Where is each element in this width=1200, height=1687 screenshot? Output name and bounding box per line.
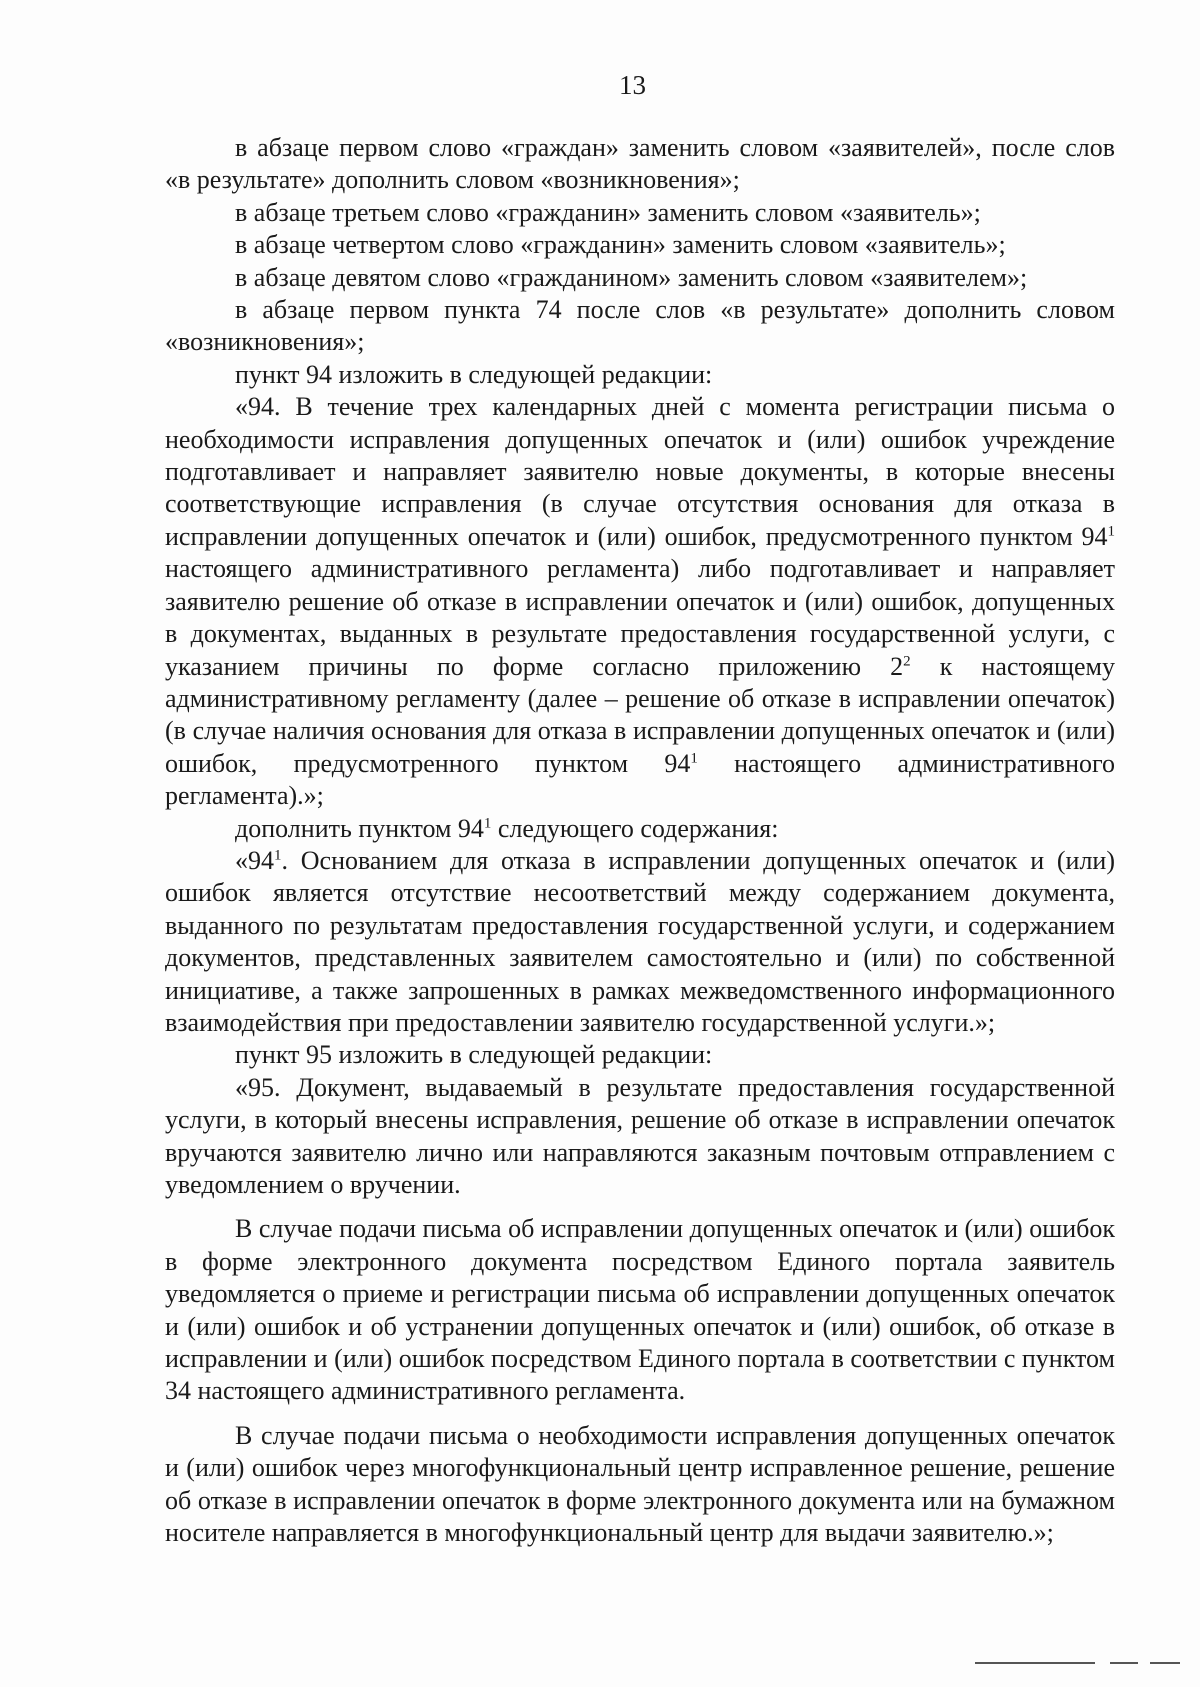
- paragraph-text: . Основанием для отказа в исправлении допущенных опечаток и (или) ошибок является отсутствие несоответствий между содержанием документа, выданного по результатам предоставления государственной услуги, и содержанием документов, представленных заявителем самостоятельно и (или) по собственной инициативе, а также запрошенных в рамках межведомственного информационного взаимодействия при предоставлении заявителю государственной услуги.»;: [165, 845, 1115, 1037]
- paragraph-text: к настоящему административному регламенту (далее – решение об отказе в исправлении опечаток) (в случае наличия основания для отказа в исправлении допущенных опечаток и (или) ошибок, предусмотренного пунктом 94: [165, 651, 1115, 778]
- paragraph-text: «94. В течение трех календарных дней с момента регистрации письма о необходимости исправления допущенных опечаток и (или) ошибок учреждение подготавливает и направляет заявителю новые документы, в которые внесены соответствующие исправления (в случае отсутствия основания для отказа в исправлении допущенных опечаток и (или) ошибок, предусмотренного пунктом 94: [165, 392, 1115, 551]
- paragraph: в абзаце первом слово «граждан» заменить словом «заявителей», после слов «в результате» дополнить словом «возникновения»;: [165, 133, 1115, 195]
- paragraph: пункт 94 изложить в следующей редакции:: [235, 359, 713, 389]
- paragraph: пункт 95 изложить в следующей редакции:: [235, 1040, 713, 1070]
- paragraph-text: следующего содержания:: [491, 813, 779, 843]
- superscript: 1: [483, 814, 492, 831]
- paragraph: в абзаце четвертом слово «гражданин» заменить словом «заявитель»;: [235, 230, 1006, 260]
- paragraph: «95. Документ, выдаваемый в результате предоставления государственной услуги, в который внесены исправления, решение об отказе в исправлении опечаток вручаются заявителю лично или направляются заказным почтовым отправлением с уведомлением о вручении.: [165, 1072, 1115, 1199]
- scan-artifact-lines: [975, 1662, 1185, 1666]
- paragraph-text: «94: [235, 845, 274, 875]
- paragraph-text: дополнить пунктом 94: [235, 813, 484, 843]
- paragraph: В случае подачи письма об исправлении допущенных опечаток и (или) ошибок в форме электронного документа посредством Единого портала заявитель уведомляется о приеме и регистрации письма об исправлении допущенных опечаток и (или) ошибок и об устранении допущенных опечаток и (или) ошибок, об отказе в исправлении и (или) ошибок посредством Единого портала в соответствии с пунктом 34 настоящего административного регламента.: [165, 1214, 1115, 1406]
- scan-line: [975, 1662, 1095, 1664]
- paragraph: в абзаце третьем слово «гражданин» заменить словом «заявитель»;: [235, 197, 981, 227]
- paragraph: в абзаце первом пункта 74 после слов «в результате» дополнить словом «возникновения»;: [165, 295, 1115, 357]
- paragraph-text: настоящего административного регламента) либо подготавливает и направляет заявителю решение об отказе в исправлении опечаток и (или) ошибок, допущенных в документах, выданных в результате предоставления государственной услуги, с указанием причины по форме согласно приложению 2: [165, 554, 1115, 681]
- page-number: 13: [619, 70, 646, 100]
- superscript: 1: [690, 750, 698, 767]
- superscript: 1: [1107, 523, 1115, 540]
- paragraph: [165, 391, 1115, 812]
- paragraph: в абзаце девятом слово «гражданином» заменить словом «заявителем»;: [235, 262, 1028, 292]
- superscript: 1: [274, 847, 282, 864]
- scan-line: [1150, 1662, 1180, 1664]
- document-body: [165, 132, 1115, 1549]
- paragraph: [165, 813, 1115, 845]
- superscript: 2: [903, 652, 911, 669]
- scan-line: [1110, 1662, 1138, 1664]
- paragraph: [165, 845, 1115, 1039]
- paragraph: В случае подачи письма о необходимости исправления допущенных опечаток и (или) ошибок через многофункциональный центр исправленное решение, решение об отказе в исправлении опечаток в форме электронного документа или на бумажном носителе направляется в многофункциональный центр для выдачи заявителю.»;: [165, 1420, 1115, 1548]
- paragraph-text: настоящего административного регламента).»;: [165, 748, 1115, 811]
